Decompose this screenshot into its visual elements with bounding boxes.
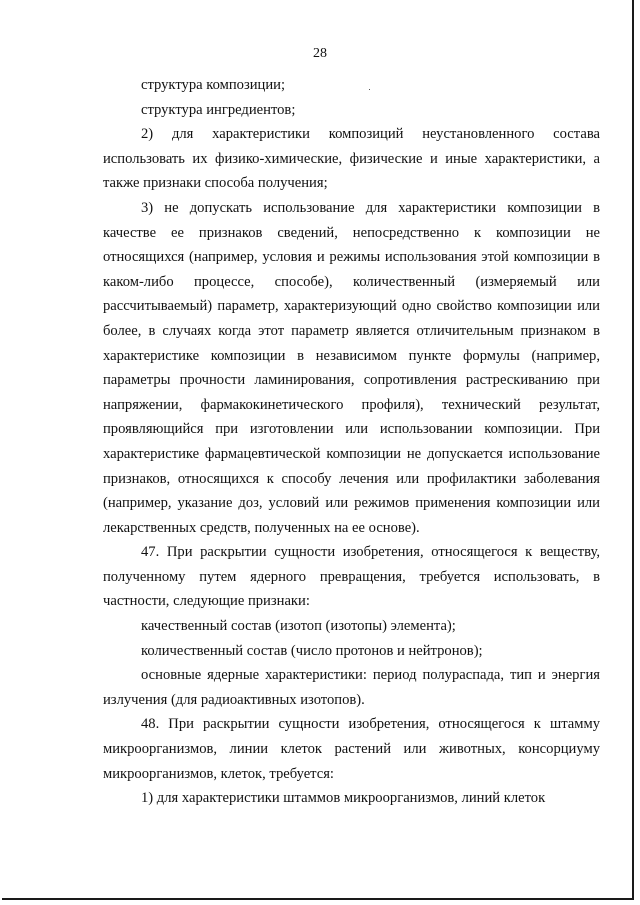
paragraph: качественный состав (изотоп (изотопы) элемента); (141, 618, 456, 635)
paragraph: количественный состав (число протонов и нейтронов); (141, 642, 483, 659)
paragraph: 1) для характеристики штаммов микроорганизмов, линий клеток (141, 790, 546, 807)
page-number: 28 (313, 46, 327, 61)
paragraph: 2) для характеристики композиций неустановленного состава использовать их физико-химические, физические и иные характеристики, а также признаки способа получения; (103, 126, 600, 192)
paragraph: структура композиции; (141, 77, 286, 93)
paragraph: 48. При раскрытии сущности изобретения, относящегося к штамму микроорганизмов, линии клеток растений или животных, консорциуму микроорганизмов, клеток, требуется: (103, 716, 600, 782)
paragraph: основные ядерные характеристики: период полураспада, тип и энергия излучения (для радиоактивных изотопов). (103, 667, 600, 708)
paragraph: структура ингредиентов; (141, 101, 296, 118)
paragraph: 3) не допускать использование для характеристики композиции в качестве ее признаков сведений, непосредственно к композиции не относящихся (например, условия и режимы использования этой композиции в каком-либо процессе, способе), количественный (измеряемый или рассчитываемый) параметр, характеризующий одно свойство композиции или более, в случаях когда этот параметр является отличительным признаком в характеристике композиции в независимом пункте формулы (например, параметры прочности ламинирования, сопротивления растрескиванию при напряжении, фармакокинетического профиля), технический результат, проявляющийся при изготовлении или использовании композиции. При характеристике фармацевтической композиции не допускается использование признаков, относящихся к способу лечения или профилактики заболевания (например, указание доз, условий или режимов применения композиции или лекарственных средств, полученных на ее основе). (103, 199, 600, 536)
document-body (103, 73, 600, 811)
paragraph: 47. При раскрытии сущности изобретения, относящегося к веществу, полученному путем ядерного превращения, требуется использовать, в частности, следующие признаки: (103, 544, 600, 610)
